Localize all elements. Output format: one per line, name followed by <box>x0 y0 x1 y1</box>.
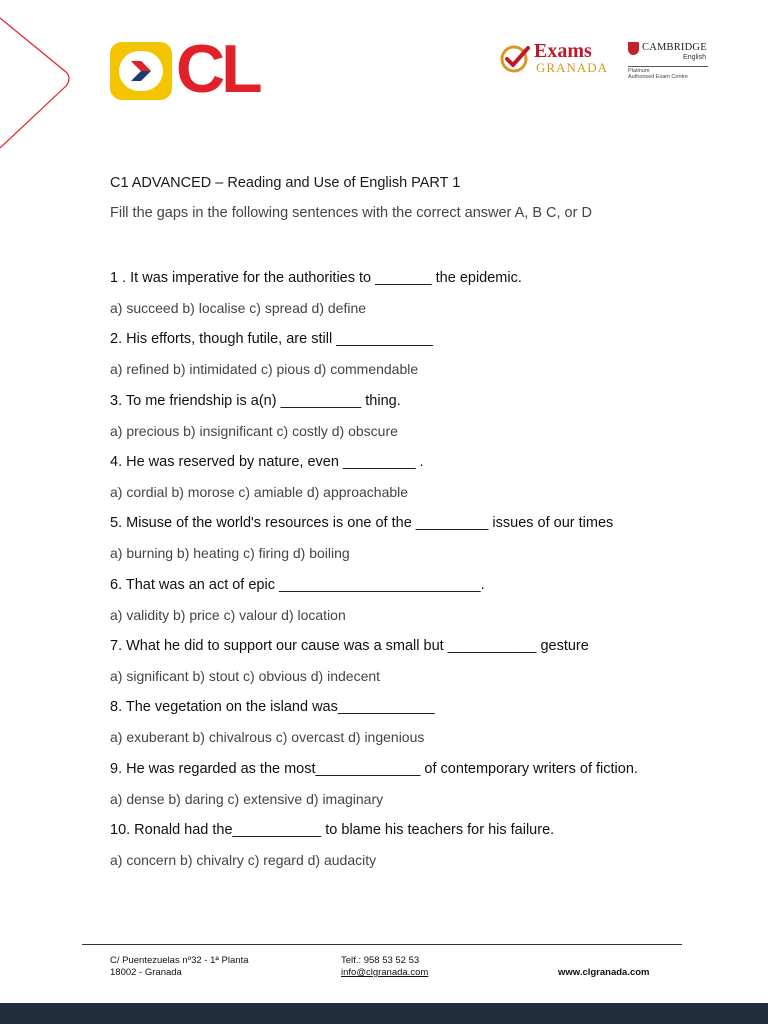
options-6: a) validity b) price c) valour d) location <box>110 607 346 623</box>
platinum-line1: Platinum <box>628 68 650 74</box>
options-1: a) succeed b) localise c) spread d) define <box>110 300 367 316</box>
corner-decoration <box>0 0 80 160</box>
bottom-bar <box>0 1003 768 1024</box>
check-circle-icon <box>498 42 532 76</box>
question-3: 3. To me friendship is a(n) __________ thing. <box>110 393 401 409</box>
question-9: 9. He was regarded as the most_____________ of contemporary writers of fiction. <box>110 761 638 777</box>
question-1: 1 . It was imperative for the authorities to _______ the epidemic. <box>110 270 522 286</box>
exams-granada-logo <box>498 40 618 80</box>
question-8: 8. The vegetation on the island was____________ <box>110 699 435 715</box>
cambridge-title: CAMBRIDGE <box>642 42 707 53</box>
options-5: a) burning b) heating c) firing d) boiling <box>110 545 350 561</box>
question-10: 10. Ronald had the___________ to blame his teachers for his failure. <box>110 822 555 838</box>
question-6: 6. That was an act of epic _________________________. <box>110 577 485 593</box>
footer-email-link[interactable]: info@clgranada.com <box>341 967 429 978</box>
footer-website-link[interactable]: www.clgranada.com <box>558 967 650 978</box>
document-title: C1 ADVANCED – Reading and Use of English PART 1 <box>110 175 461 191</box>
question-2: 2. His efforts, though futile, are still ____________ <box>110 331 433 347</box>
footer-divider <box>82 944 682 945</box>
options-2: a) refined b) intimidated c) pious d) commendable <box>110 361 419 377</box>
footer-address-line1: C/ Puentezuelas nº32 - 1ª Planta <box>110 955 249 966</box>
options-7: a) significant b) stout c) obvious d) indecent <box>110 668 381 684</box>
options-3: a) precious b) insignificant c) costly d) obscure <box>110 423 398 439</box>
footer-address-line2: 18002 - Granada <box>110 967 182 978</box>
cambridge-divider <box>628 66 708 67</box>
options-4: a) cordial b) morose c) amiable d) approachable <box>110 484 409 500</box>
exams-title: Exams <box>534 40 592 62</box>
arrow-icon <box>119 51 163 91</box>
question-4: 4. He was reserved by nature, even _________ . <box>110 454 424 470</box>
options-8: a) exuberant b) chivalrous c) overcast d) ingenious <box>110 729 425 745</box>
question-7: 7. What he did to support our cause was a small but ___________ gesture <box>110 638 589 654</box>
instructions: Fill the gaps in the following sentences with the correct answer A, B C, or D <box>110 205 592 221</box>
cl-logo-text: CL <box>176 31 259 107</box>
cambridge-subtitle: English <box>683 54 706 61</box>
cambridge-shield-icon <box>628 42 639 55</box>
cl-logo <box>110 31 280 107</box>
cl-logo-badge <box>110 42 172 100</box>
options-10: a) concern b) chivalry c) regard d) audacity <box>110 852 377 868</box>
exams-subtitle: GRANADA <box>536 60 608 75</box>
options-9: a) dense b) daring c) extensive d) imaginary <box>110 791 384 807</box>
footer-phone: Telf.: 958 53 52 53 <box>341 955 420 966</box>
question-5: 5. Misuse of the world's resources is one of the _________ issues of our times <box>110 515 614 531</box>
platinum-line2: Authorised Exam Centre <box>628 74 688 80</box>
